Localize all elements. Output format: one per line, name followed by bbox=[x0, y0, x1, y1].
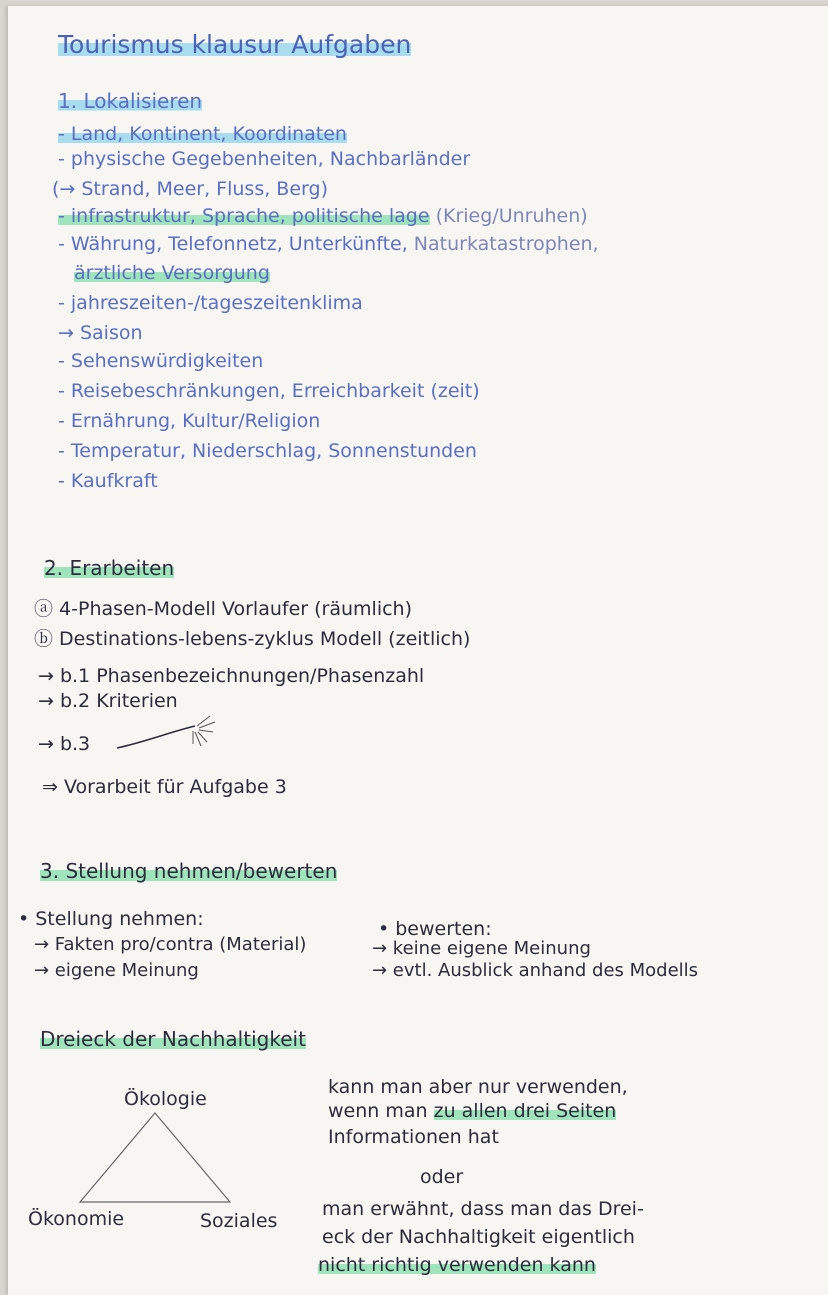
list-item: → keine eigene Meinung bbox=[372, 938, 591, 959]
list-item: → b.1 Phasenbezeichnungen/Phasenzahl bbox=[38, 665, 425, 687]
list-item: - jahreszeiten-/tageszeitenklima bbox=[58, 292, 363, 314]
list-item: → b.3 bbox=[38, 733, 91, 755]
list-item: ⓐ 4-Phasen-Modell Vorlaufer (räumlich) bbox=[34, 598, 413, 620]
note-line: Informationen hat bbox=[328, 1126, 499, 1148]
section-1-heading-text: 1. Lokalisieren bbox=[58, 89, 203, 113]
bewerten-heading: • bewerten: bbox=[378, 918, 492, 940]
title-text: Tourismus klausur Aufgaben bbox=[58, 30, 412, 59]
triangle-heading-text: Dreieck der Nachhaltigkeit bbox=[40, 1027, 306, 1051]
list-item: → b.2 Kriterien bbox=[38, 690, 178, 712]
note-line: nicht richtig verwenden kann bbox=[318, 1254, 596, 1276]
list-item: → Saison bbox=[58, 322, 143, 344]
section-3-heading-text: 3. Stellung nehmen/bewerten bbox=[40, 859, 338, 883]
section-1-heading bbox=[58, 90, 202, 112]
list-item: → Fakten pro/contra (Material) bbox=[34, 934, 307, 955]
list-item: - Reisebeschränkungen, Erreichbarkeit (zeit) bbox=[58, 380, 480, 402]
note-line: man erwähnt, dass man das Drei- bbox=[322, 1198, 644, 1220]
sketch-curve-icon bbox=[115, 712, 225, 757]
list-item: ⓑ Destinations-lebens-zyklus Modell (zeitlich) bbox=[34, 628, 471, 650]
list-item: - Temperatur, Niederschlag, Sonnenstunden bbox=[58, 440, 477, 462]
list-item: - Ernährung, Kultur/Religion bbox=[58, 410, 321, 432]
list-item: - Kaufkraft bbox=[58, 470, 158, 492]
list-item: - Währung, Telefonnetz, Unterkünfte, Naturkatastrophen, bbox=[58, 233, 599, 255]
triangle-label-right: Soziales bbox=[200, 1210, 278, 1232]
page-title bbox=[58, 30, 411, 60]
list-item: - infrastruktur, Sprache, politische lage (Krieg/Unruhen) bbox=[58, 205, 588, 227]
list-item: (→ Strand, Meer, Fluss, Berg) bbox=[52, 178, 328, 200]
triangle-heading bbox=[40, 1028, 306, 1050]
list-item: ärztliche Versorgung bbox=[74, 262, 270, 284]
list-item: → eigene Meinung bbox=[34, 960, 199, 981]
note-line: eck der Nachhaltigkeit eigentlich bbox=[322, 1226, 635, 1248]
note-line: wenn man zu allen drei Seiten bbox=[328, 1100, 617, 1122]
list-item: - Land, Kontinent, Koordinaten bbox=[58, 123, 347, 145]
stellung-heading: • Stellung nehmen: bbox=[18, 908, 204, 930]
oder-text: oder bbox=[420, 1166, 464, 1188]
list-item: - physische Gegebenheiten, Nachbarländer bbox=[58, 148, 471, 170]
list-item: → evtl. Ausblick anhand des Modells bbox=[372, 960, 699, 981]
list-item: - Sehenswürdigkeiten bbox=[58, 350, 264, 372]
triangle-label-left: Ökonomie bbox=[28, 1208, 125, 1230]
sustainability-triangle bbox=[70, 1110, 240, 1210]
note-line: kann man aber nur verwenden, bbox=[328, 1076, 628, 1098]
section-3-heading bbox=[40, 860, 337, 882]
section-2-heading bbox=[44, 557, 174, 579]
triangle-label-top: Ökologie bbox=[124, 1088, 207, 1110]
list-item: ⇒ Vorarbeit für Aufgabe 3 bbox=[42, 776, 287, 798]
section-2-heading-text: 2. Erarbeiten bbox=[44, 556, 175, 580]
